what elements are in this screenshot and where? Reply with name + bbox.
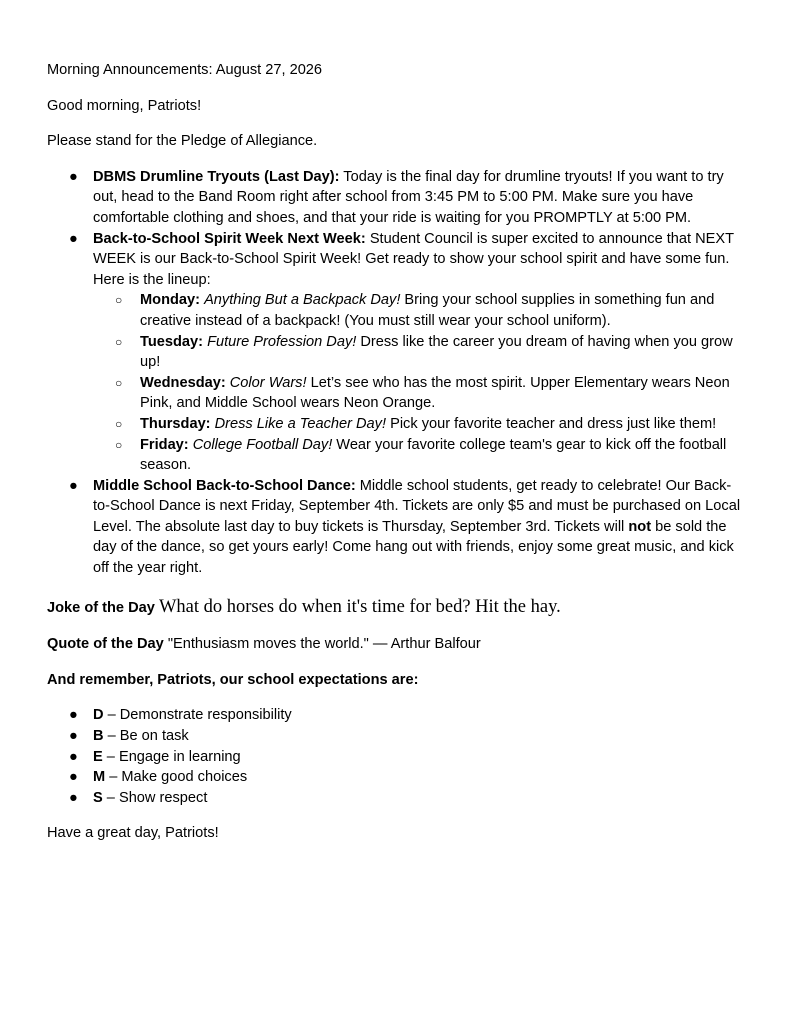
joke-text: What do horses do when it's time for bed? Hit the hay. (158, 596, 561, 617)
day-label: Friday: (140, 436, 189, 453)
bullet-icon: ● (69, 477, 78, 494)
day-label: Wednesday: (140, 374, 226, 391)
bullet-icon: ● (69, 769, 78, 786)
spirit-day-wednesday (93, 373, 747, 414)
expectation-item (47, 767, 747, 788)
day-label: Tuesday: (140, 333, 203, 350)
day-description: Bring your school supplies in something fun and creative instead of a backpack! (You must still wear your school uniform). (140, 292, 715, 329)
emphasis-text: not (628, 518, 652, 535)
expectation-letter: E (93, 748, 103, 765)
hollow-bullet-icon: ○ (115, 375, 123, 390)
day-description: Pick your favorite teacher and dress just like them! (386, 415, 717, 432)
bullet-icon: ● (69, 230, 78, 247)
day-theme: Anything But a Backpack Day! (204, 292, 401, 309)
quote-of-the-day (47, 634, 747, 655)
joke-label: Joke of the Day (47, 599, 155, 616)
joke-of-the-day (47, 597, 747, 619)
expectation-text: – Engage in learning (102, 748, 241, 765)
announcement-item-drumline (47, 167, 747, 229)
hollow-bullet-icon: ○ (115, 416, 123, 431)
closing-line: Have a great day, Patriots! (47, 825, 219, 842)
spirit-day-friday (93, 435, 747, 476)
expectation-letter: M (93, 769, 106, 786)
announcement-item-spirit-week (47, 229, 747, 476)
bullet-icon: ● (69, 789, 78, 806)
day-description: Dress like the career you dream of having when you grow up! (140, 333, 733, 371)
announcement-body-end: be sold the day of the dance, so get yours early! Come hang out with friends, enjoy some great music, and kick off the year right. (93, 518, 734, 577)
expectation-item (47, 705, 747, 726)
spirit-week-days (93, 290, 747, 475)
expectation-letter: D (93, 707, 104, 724)
day-label: Monday: (140, 292, 200, 309)
hollow-bullet-icon: ○ (115, 437, 123, 452)
day-theme: Color Wars! (229, 374, 307, 391)
spirit-day-tuesday (93, 332, 747, 373)
announcement-item-dance (47, 476, 747, 579)
day-description: Let’s see who has the most spirit. Upper Elementary wears Neon Pink, and Middle School wears Neon Orange. (140, 374, 730, 412)
expectation-item (47, 726, 747, 747)
expectation-text: – Be on task (103, 728, 189, 745)
expectation-letter: S (93, 789, 103, 806)
expectation-text: – Demonstrate responsibility (103, 707, 292, 724)
announcement-list (47, 167, 747, 579)
day-theme: College Football Day! (192, 436, 333, 453)
announcement-body: Today is the final day for drumline tryouts! If you want to try out, head to the Band Room right after school from 3:45 PM to 5:00 PM. Make sure you have comfortable clothing and shoes, and that your ride is waiting for you PROMPTLY at 5:00 PM. (93, 168, 724, 226)
pledge-line: Please stand for the Pledge of Allegiance. (47, 133, 318, 150)
announcement-document (47, 58, 747, 844)
quote-label: Quote of the Day (47, 636, 164, 653)
greeting: Good morning, Patriots! (47, 97, 202, 114)
bullet-icon: ● (69, 707, 78, 724)
day-theme: Future Profession Day! (207, 333, 357, 350)
bullet-icon: ● (69, 168, 78, 185)
bullet-icon: ● (69, 748, 78, 765)
document-title: Morning Announcements: August 27, 2026 (47, 62, 323, 78)
spirit-day-monday (93, 290, 747, 331)
expectation-text: – Make good choices (105, 769, 248, 786)
expectations-list (47, 705, 747, 808)
day-label: Thursday: (140, 415, 211, 432)
expectation-item (47, 747, 747, 768)
announcement-heading: DBMS Drumline Tryouts (Last Day): (93, 168, 340, 185)
expectation-letter: B (93, 728, 104, 745)
hollow-bullet-icon: ○ (115, 293, 123, 308)
hollow-bullet-icon: ○ (115, 334, 123, 349)
quote-text: "Enthusiasm moves the world." — Arthur Balfour (167, 636, 481, 653)
day-description: Wear your favorite college team's gear to kick off the football season. (140, 436, 727, 474)
expectations-heading-text: And remember, Patriots, our school expectations are: (47, 671, 419, 688)
announcement-body: Student Council is super excited to announce that NEXT WEEK is our Back-to-School Spirit Week! Get ready to show your school spirit and have some fun. Here is the lineup: (93, 230, 734, 288)
expectation-text: – Show respect (102, 789, 208, 806)
spirit-day-thursday (93, 414, 747, 435)
bullet-icon: ● (69, 728, 78, 745)
announcement-heading: Back-to-School Spirit Week Next Week: (93, 230, 366, 247)
announcement-body: Middle school students, get ready to celebrate! Our Back-to-School Dance is next Friday, September 4th. Tickets are only $5 and must be purchased on Local Level. The absolute last day to buy tickets is Thursday, September 3rd. Tickets will (93, 477, 741, 535)
announcement-heading: Middle School Back-to-School Dance: (93, 477, 356, 494)
day-theme: Dress Like a Teacher Day! (214, 415, 387, 432)
expectations-heading (47, 670, 747, 691)
expectation-item (47, 788, 747, 809)
